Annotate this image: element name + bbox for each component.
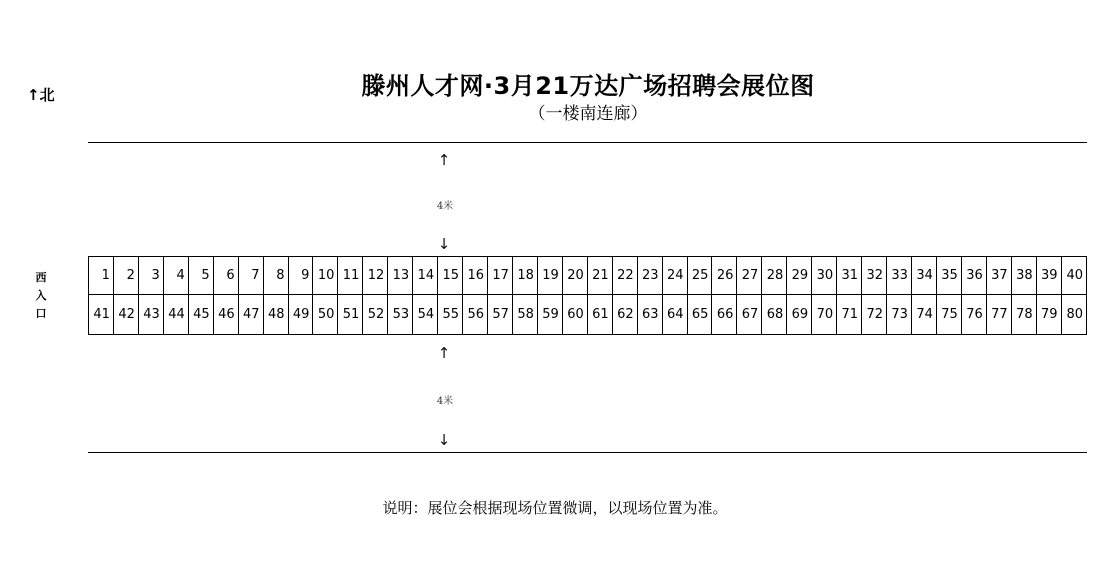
- entrance-char: 入: [35, 289, 47, 302]
- booth-cell: 57: [488, 295, 513, 335]
- booth-cell: 34: [911, 257, 936, 295]
- booth-row-bottom: [89, 295, 1087, 335]
- booth-cell: 47: [238, 295, 263, 335]
- booth-cell: 6: [213, 257, 238, 295]
- booth-cell: 67: [737, 295, 762, 335]
- booth-grid: [88, 256, 1087, 335]
- booth-cell: 14: [413, 257, 438, 295]
- booth-cell: 2: [113, 257, 138, 295]
- booth-cell: 12: [363, 257, 388, 295]
- booth-cell: 74: [911, 295, 936, 335]
- booth-cell: 79: [1036, 295, 1061, 335]
- booth-cell: 75: [936, 295, 961, 335]
- booth-cell: 31: [837, 257, 862, 295]
- arrow-up-icon: ↑: [437, 344, 451, 362]
- booth-cell: 3: [138, 257, 163, 295]
- booth-cell: 28: [762, 257, 787, 295]
- north-indicator: ↑北: [27, 86, 55, 104]
- booth-cell: 39: [1036, 257, 1061, 295]
- page-subtitle: （一楼南连廊）: [528, 104, 648, 124]
- booth-cell: 42: [113, 295, 138, 335]
- booth-cell: 10: [313, 257, 338, 295]
- booth-cell: 48: [263, 295, 288, 335]
- booth-cell: 52: [363, 295, 388, 335]
- booth-cell: 21: [587, 257, 612, 295]
- booth-cell: 29: [787, 257, 812, 295]
- booth-cell: 80: [1061, 295, 1086, 335]
- booth-cell: 71: [837, 295, 862, 335]
- booth-cell: 50: [313, 295, 338, 335]
- booth-cell: 59: [537, 295, 562, 335]
- booth-cell: 53: [388, 295, 413, 335]
- booth-cell: 58: [512, 295, 537, 335]
- booth-cell: 44: [163, 295, 188, 335]
- booth-cell: 26: [712, 257, 737, 295]
- booth-cell: 32: [862, 257, 887, 295]
- booth-cell: 55: [438, 295, 463, 335]
- booth-cell: 36: [961, 257, 986, 295]
- booth-cell: 20: [562, 257, 587, 295]
- booth-cell: 8: [263, 257, 288, 295]
- booth-cell: 33: [887, 257, 912, 295]
- booth-cell: 61: [587, 295, 612, 335]
- page-title: 滕州人才网·3月21万达广场招聘会展位图: [361, 72, 815, 100]
- entrance-char: 口: [35, 307, 47, 320]
- booth-cell: 76: [961, 295, 986, 335]
- corridor-width-label-top: 4米: [436, 201, 454, 212]
- booth-row-top: [89, 257, 1087, 295]
- booth-cell: 40: [1061, 257, 1086, 295]
- booth-cell: 51: [338, 295, 363, 335]
- west-entrance-label: [33, 269, 49, 323]
- booth-cell: 30: [812, 257, 837, 295]
- booth-cell: 65: [687, 295, 712, 335]
- booth-cell: 37: [986, 257, 1011, 295]
- arrow-up-icon: ↑: [437, 151, 451, 169]
- booth-cell: 66: [712, 295, 737, 335]
- booth-cell: 41: [89, 295, 114, 335]
- arrow-down-icon: ↓: [437, 235, 451, 253]
- booth-cell: 54: [413, 295, 438, 335]
- booth-cell: 64: [662, 295, 687, 335]
- booth-cell: 45: [188, 295, 213, 335]
- booth-cell: 63: [637, 295, 662, 335]
- booth-cell: 18: [512, 257, 537, 295]
- booth-cell: 46: [213, 295, 238, 335]
- booth-cell: 9: [288, 257, 313, 295]
- corridor-width-label-bottom: 4米: [436, 396, 454, 407]
- booth-cell: 1: [89, 257, 114, 295]
- booth-cell: 23: [637, 257, 662, 295]
- booth-cell: 62: [612, 295, 637, 335]
- booth-cell: 13: [388, 257, 413, 295]
- booth-cell: 43: [138, 295, 163, 335]
- booth-cell: 16: [463, 257, 488, 295]
- booth-cell: 68: [762, 295, 787, 335]
- booth-cell: 24: [662, 257, 687, 295]
- booth-cell: 22: [612, 257, 637, 295]
- booth-cell: 5: [188, 257, 213, 295]
- booth-cell: 25: [687, 257, 712, 295]
- booth-cell: 78: [1011, 295, 1036, 335]
- booth-cell: 70: [812, 295, 837, 335]
- footnote: 说明：展位会根据现场位置微调，以现场位置为准。: [382, 499, 728, 517]
- booth-cell: 73: [887, 295, 912, 335]
- booth-cell: 17: [488, 257, 513, 295]
- booth-cell: 69: [787, 295, 812, 335]
- corridor-top-wall: [88, 142, 1087, 143]
- booth-cell: 38: [1011, 257, 1036, 295]
- entrance-char: 西: [35, 271, 47, 284]
- booth-cell: 19: [537, 257, 562, 295]
- booth-cell: 4: [163, 257, 188, 295]
- booth-cell: 60: [562, 295, 587, 335]
- booth-cell: 72: [862, 295, 887, 335]
- booth-cell: 27: [737, 257, 762, 295]
- booth-cell: 15: [438, 257, 463, 295]
- booth-cell: 56: [463, 295, 488, 335]
- arrow-down-icon: ↓: [437, 431, 451, 449]
- corridor-bottom-wall: [88, 452, 1087, 453]
- booth-cell: 49: [288, 295, 313, 335]
- booth-cell: 11: [338, 257, 363, 295]
- booth-cell: 77: [986, 295, 1011, 335]
- booth-cell: 7: [238, 257, 263, 295]
- booth-cell: 35: [936, 257, 961, 295]
